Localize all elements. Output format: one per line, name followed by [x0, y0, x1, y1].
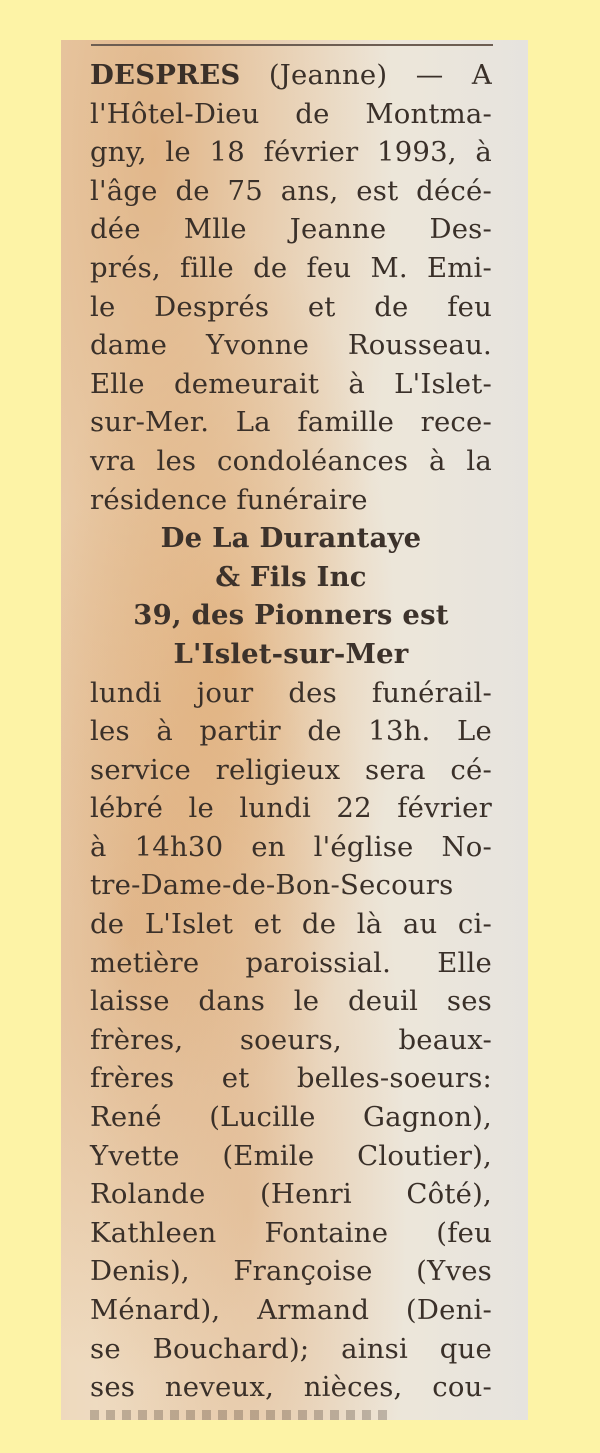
- obituary-line: lundi jour des funérail-: [90, 676, 492, 709]
- obituary-line: Elle demeurait à L'Islet-: [90, 367, 492, 400]
- obituary-line: vra les condoléances à la: [90, 444, 492, 477]
- top-rule-divider: [91, 44, 493, 46]
- obituary-line: de L'Islet et de là au ci-: [90, 908, 492, 941]
- obituary-line: sur-Mer. La famille rece-: [90, 406, 492, 439]
- obituary-line: metière paroissial. Elle: [90, 946, 492, 979]
- obituary-line: le Després et de feu: [90, 290, 492, 323]
- obituary-line: se Bouchard); ainsi que: [90, 1332, 492, 1365]
- obituary-line: Ménard), Armand (Deni-: [90, 1294, 492, 1326]
- obituary-line: DESPRES (Jeanne) — A: [90, 59, 492, 91]
- obituary-line: frères et belles-soeurs:: [90, 1062, 492, 1095]
- obituary-line: service religieux sera cé-: [90, 753, 492, 786]
- funeral-home-town: L'Islet-sur-Mer: [173, 637, 409, 670]
- obituary-line: ses neveux, nièces, cou-: [90, 1371, 492, 1404]
- funeral-home-name-suffix: & Fils Inc: [215, 560, 367, 593]
- obituary-line: à 14h30 en l'église No-: [90, 830, 492, 863]
- obituary-line: l'Hôtel-Dieu de Montma-: [90, 97, 492, 130]
- newspaper-clipping: [61, 40, 528, 1420]
- obituary-line: dée Mlle Jeanne Des-: [90, 213, 492, 246]
- obituary-line: l'âge de 75 ans, est décé-: [90, 174, 492, 207]
- obituary-line: tre-Dame-de-Bon-Secours: [90, 869, 454, 902]
- funeral-home-name: De La Durantaye: [160, 522, 422, 555]
- obituary-line: prés, fille de feu M. Emi-: [90, 251, 492, 284]
- obituary-line: Rolande (Henri Côté),: [90, 1178, 492, 1211]
- deceased-surname: DESPRES: [90, 59, 241, 91]
- obituary-line: dame Yvonne Rousseau.: [90, 329, 492, 362]
- obituary-line: René (Lucille Gagnon),: [90, 1101, 492, 1134]
- obituary-line: gny, le 18 février 1993, à: [90, 136, 492, 169]
- obituary-line: Yvette (Emile Cloutier),: [90, 1139, 492, 1172]
- obituary-line: Denis), Françoise (Yves: [90, 1255, 492, 1288]
- obituary-line: Kathleen Fontaine (feu: [90, 1216, 492, 1249]
- obituary-line: les à partir de 13h. Le: [90, 715, 492, 748]
- obituary-line: frères, soeurs, beaux-: [90, 1023, 492, 1056]
- obituary-text: [90, 56, 492, 1407]
- obituary-line: laisse dans le deuil ses: [90, 985, 492, 1018]
- cut-off-text-edge: [90, 1410, 390, 1420]
- funeral-home-address: 39, des Pionners est: [133, 599, 449, 632]
- obituary-line: lébré le lundi 22 février: [90, 792, 492, 825]
- obituary-line: résidence funéraire: [90, 483, 368, 516]
